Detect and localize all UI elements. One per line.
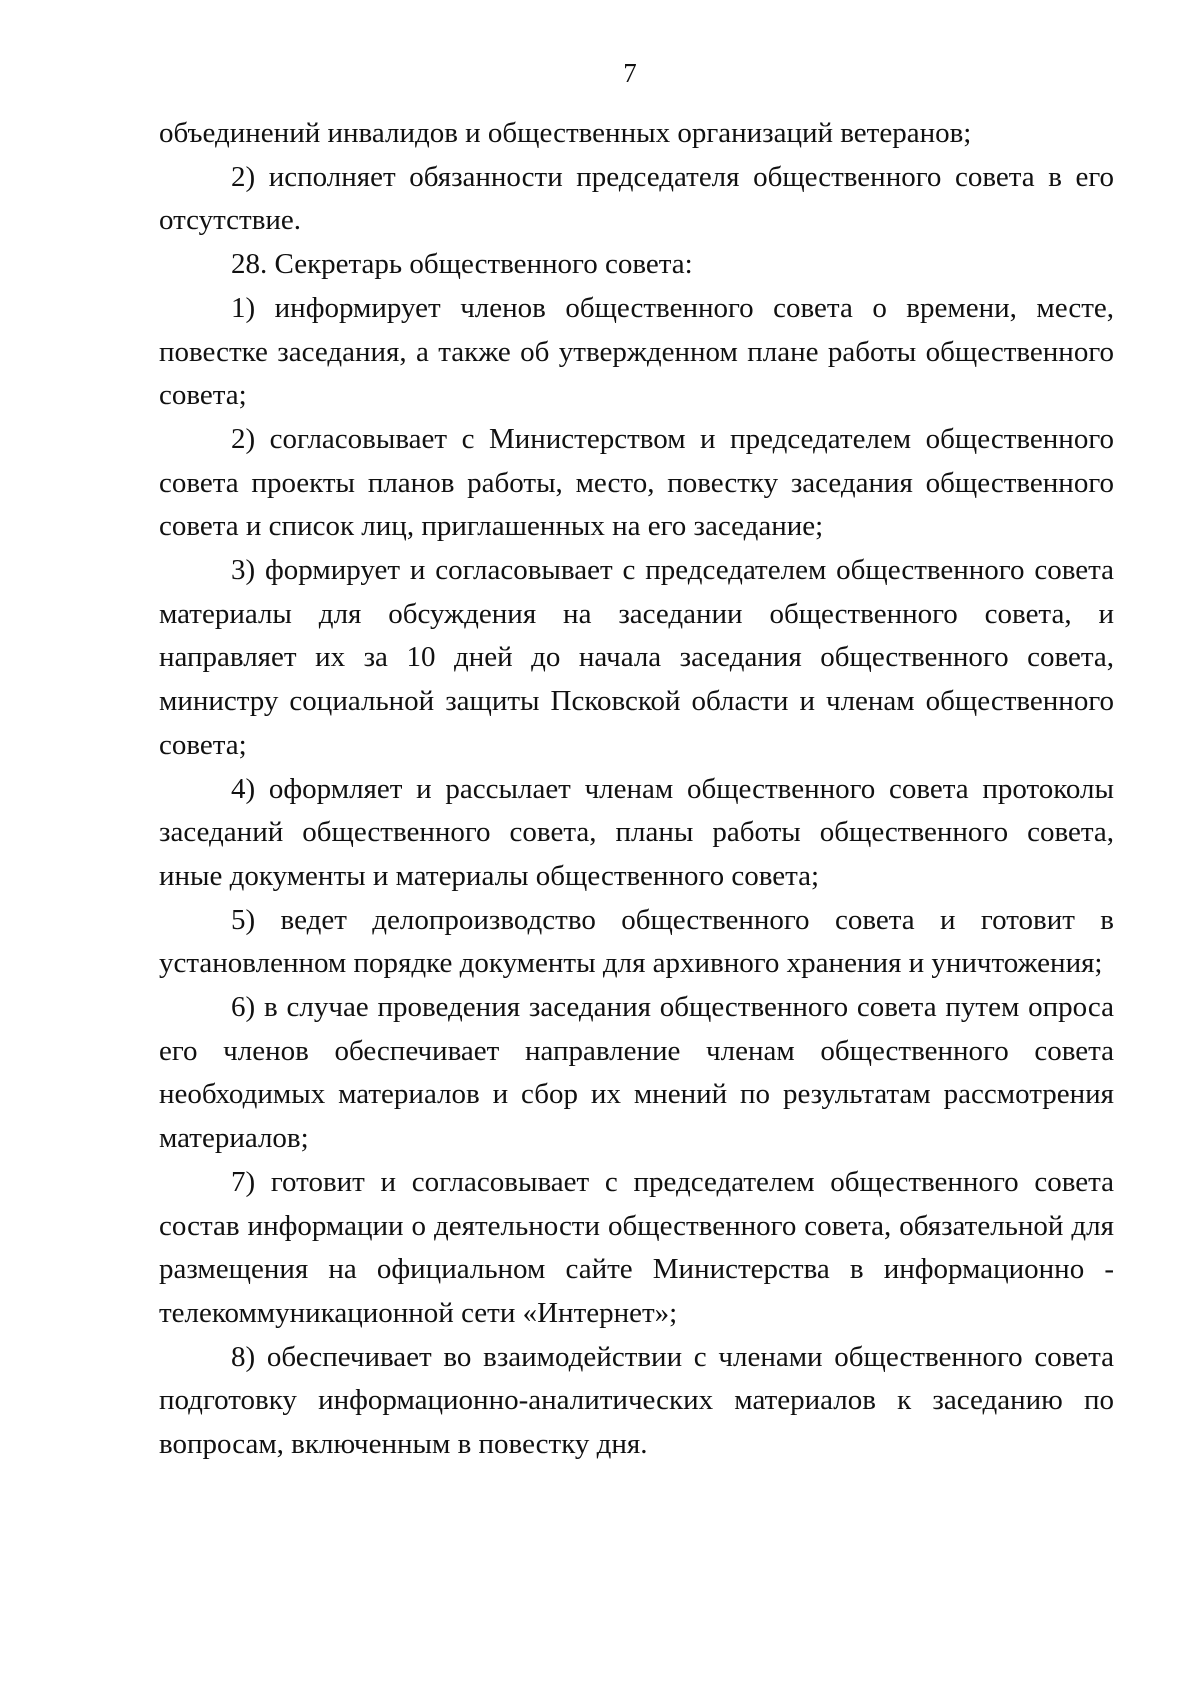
paragraph-item-2: 2) исполняет обязанности председателя общественного совета в его отсутствие. bbox=[159, 160, 1114, 237]
paragraph-item-6: 6) в случае проведения заседания общественного совета путем опроса его членов обеспечивает направление членам общественного совета необходимых материалов и сбор их мнений по результатам рассмотрения материалов; bbox=[159, 991, 1114, 1155]
paragraph-continuation: объединений инвалидов и общественных организаций ветеранов; bbox=[159, 117, 972, 149]
paragraph-item-7: 7) готовит и согласовывает с председателем общественного совета состав информации о деятельности общественного совета, обязательной для размещения на официальном сайте Министерства в информационно - телекоммуникационной сети «Интернет»; bbox=[159, 1165, 1114, 1329]
paragraph-item-5: 5) ведет делопроизводство общественного совета и готовит в установленном порядке документы для архивного хранения и уничтожения; bbox=[159, 903, 1114, 980]
paragraph-item-2b: 2) согласовывает с Министерством и председателем общественного совета проекты планов работы, место, повестку заседания общественного совета и список лиц, приглашенных на его заседание; bbox=[159, 422, 1114, 543]
document-body bbox=[159, 112, 1114, 1467]
paragraph-section-28: 28. Секретарь общественного совета: bbox=[231, 248, 693, 281]
paragraph-item-8: 8) обеспечивает во взаимодействии с членами общественного совета подготовку информационно-аналитических материалов к заседанию по вопросам, включенным в повестку дня. bbox=[159, 1340, 1114, 1461]
paragraph-item-4: 4) оформляет и рассылает членам общественного совета протоколы заседаний общественного совета, планы работы общественного совета, иные документы и материалы общественного совета; bbox=[159, 772, 1114, 892]
paragraph-item-1: 1) информирует членов общественного совета о времени, месте, повестке заседания, а также об утвержденном плане работы общественного совета; bbox=[159, 291, 1114, 412]
paragraph-item-3: 3) формирует и согласовывает с председателем общественного совета материалы для обсуждения на заседании общественного совета, и направляет их за 10 дней до начала заседания общественного совета, министру социальной защиты Псковской области и членам общественного совета; bbox=[159, 554, 1114, 761]
page-number: 7 bbox=[623, 58, 637, 88]
